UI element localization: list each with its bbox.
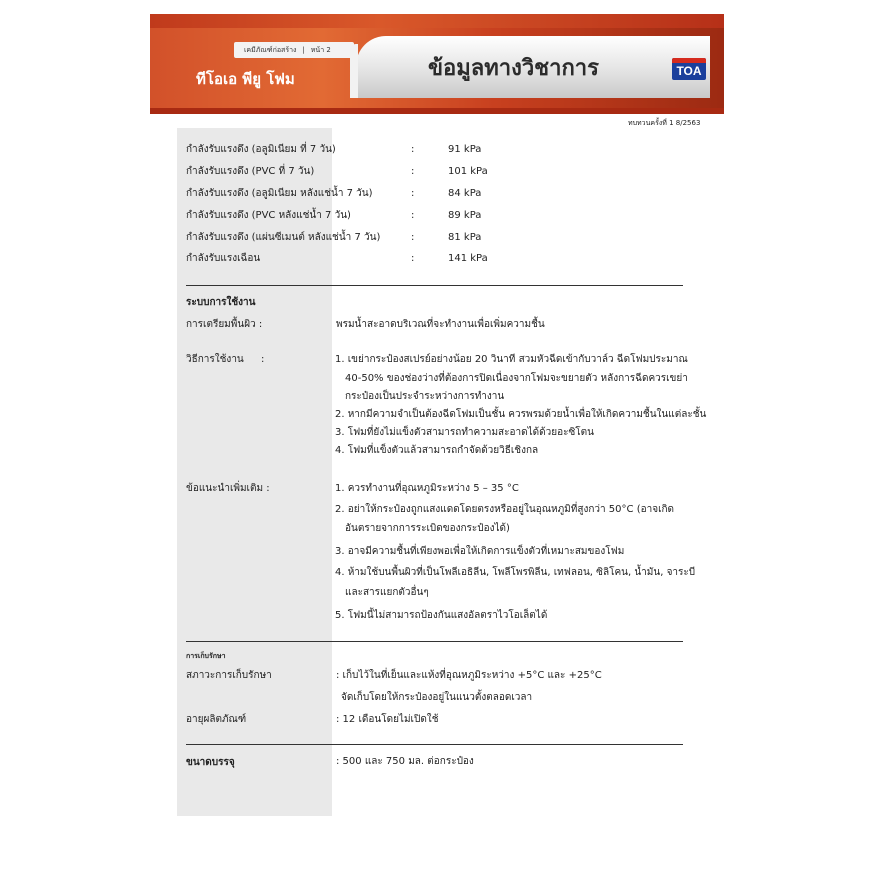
page-title: ข้อมูลทางวิชาการ bbox=[428, 56, 599, 81]
property-label: กำลังรับแรงดึง (อลูมิเนียม ที่ 7 วัน) bbox=[186, 144, 336, 155]
packaging-value: : 500 และ 750 มล. ต่อกระป๋อง bbox=[336, 756, 474, 767]
usage-heading: ระบบการใช้งาน bbox=[186, 297, 256, 308]
method-step: 2. หากมีความจำเป็นต้องฉีดโฟมเป็นชั้น ควรพรมด้วยน้ำเพื่อให้เกิดความชื้นในแต่ละชั้น bbox=[335, 409, 707, 420]
method-colon: : bbox=[261, 354, 265, 365]
method-step: 3. โฟมที่ยังไม่แข็งตัวสามารถทำความสะอาดได้ด้วยอะซิโตน bbox=[335, 427, 595, 438]
method-step: 1. เขย่ากระป๋องสเปรย์อย่างน้อย 20 วินาที สวมหัวฉีดเข้ากับวาล์ว ฉีดโฟมประมาณ bbox=[335, 354, 688, 365]
advice-label: ข้อแนะนำเพิ่มเติม : bbox=[186, 483, 270, 494]
property-value: 81 kPa bbox=[448, 232, 482, 243]
shelf-life-label: อายุผลิตภัณฑ์ bbox=[186, 714, 247, 725]
surface-prep-label: การเตรียมพื้นผิว : bbox=[186, 319, 263, 330]
logo-text: TOA bbox=[676, 64, 702, 78]
advice-item-continued: อันตรายจากการระเบิดของกระป๋องได้) bbox=[345, 523, 510, 534]
property-label: กำลังรับแรงดึง (แผ่นซีเมนต์ หลังแช่น้ำ 7 วัน) bbox=[186, 232, 381, 243]
divider bbox=[186, 285, 683, 286]
property-label: กำลังรับแรงเฉือน bbox=[186, 253, 261, 264]
method-label: วิธีการใช้งาน bbox=[186, 354, 244, 365]
property-label: กำลังรับแรงดึง (อลูมิเนียม หลังแช่น้ำ 7 วัน) bbox=[186, 188, 373, 199]
storage-condition-value: : เก็บไว้ในที่เย็นและแห้งที่อุณหภูมิระหว่าง +5°C และ +25°C bbox=[336, 670, 602, 681]
breadcrumb-separator: | bbox=[302, 46, 305, 54]
property-label: กำลังรับแรงดึง (PVC ที่ 7 วัน) bbox=[186, 166, 315, 177]
shelf-life-value: : 12 เดือนโดยไม่เปิดใช้ bbox=[336, 714, 439, 725]
property-colon: : bbox=[411, 144, 415, 155]
advice-item: 2. อย่าให้กระป๋องถูกแสงแดดโดยตรงหรืออยู่ในอุณหภูมิที่สูงกว่า 50°C (อาจเกิด bbox=[335, 504, 675, 515]
storage-condition-label: สภาวะการเก็บรักษา bbox=[186, 670, 272, 681]
product-name: ทีโอเอ พียู โฟม bbox=[196, 70, 295, 88]
property-colon: : bbox=[411, 188, 415, 199]
breadcrumb bbox=[234, 42, 354, 58]
property-colon: : bbox=[411, 253, 415, 264]
toa-logo bbox=[672, 58, 706, 80]
advice-item: 5. โฟมนี้ไม่สามารถป้องกันแสงอัลตราไวโอเล็ตได้ bbox=[335, 610, 548, 621]
revision-note: ทบทวนครั้งที่ 1 8/2563 bbox=[628, 119, 701, 127]
property-label: กำลังรับแรงดึง (PVC หลังแช่น้ำ 7 วัน) bbox=[186, 210, 351, 221]
method-step-continued: 40-50% ของช่องว่างที่ต้องการปิดเนื่องจากโฟมจะขยายตัว หลังการฉีดควรเขย่า bbox=[345, 373, 688, 384]
divider bbox=[186, 744, 683, 745]
divider bbox=[186, 641, 683, 642]
surface-prep-text: พรมน้ำสะอาดบริเวณที่จะทำงานเพื่อเพิ่มความชื้น bbox=[336, 319, 545, 330]
storage-condition-value-continued: จัดเก็บโดยให้กระป๋องอยู่ในแนวตั้งตลอดเวลา bbox=[341, 692, 533, 703]
property-value: 91 kPa bbox=[448, 144, 482, 155]
advice-item: 3. อาจมีความชื้นที่เพียงพอเพื่อให้เกิดการแข็งตัวที่เหมาะสมของโฟม bbox=[335, 546, 625, 557]
advice-item: 4. ห้ามใช้บนพื้นผิวที่เป็นโพลีเอธิลีน, โพลีโพรพิลีน, เทฟลอน, ซิลิโคน, น้ำมัน, จาระบี bbox=[335, 567, 696, 578]
property-colon: : bbox=[411, 166, 415, 177]
header-bottom-band bbox=[150, 108, 724, 114]
breadcrumb-category: เคมีภัณฑ์ก่อสร้าง bbox=[244, 46, 297, 54]
storage-heading: การเก็บรักษา bbox=[186, 652, 226, 660]
advice-item: 1. ควรทำงานที่อุณหภูมิระหว่าง 5 – 35 °C bbox=[335, 483, 519, 494]
header-top-band bbox=[150, 14, 724, 28]
property-colon: : bbox=[411, 232, 415, 243]
breadcrumb-page: หน้า 2 bbox=[310, 46, 331, 54]
property-colon: : bbox=[411, 210, 415, 221]
packaging-heading: ขนาดบรรจุ bbox=[186, 757, 235, 768]
property-value: 101 kPa bbox=[448, 166, 488, 177]
method-step-continued: กระป๋องเป็นประจำระหว่างการทำงาน bbox=[345, 391, 505, 402]
advice-item-continued: และสารแยกตัวอื่นๆ bbox=[345, 587, 429, 598]
property-value: 141 kPa bbox=[448, 253, 488, 264]
method-step: 4. โฟมที่แข็งตัวแล้วสามารถกำจัดด้วยวิธีเชิงกล bbox=[335, 445, 539, 456]
property-value: 84 kPa bbox=[448, 188, 482, 199]
property-value: 89 kPa bbox=[448, 210, 482, 221]
